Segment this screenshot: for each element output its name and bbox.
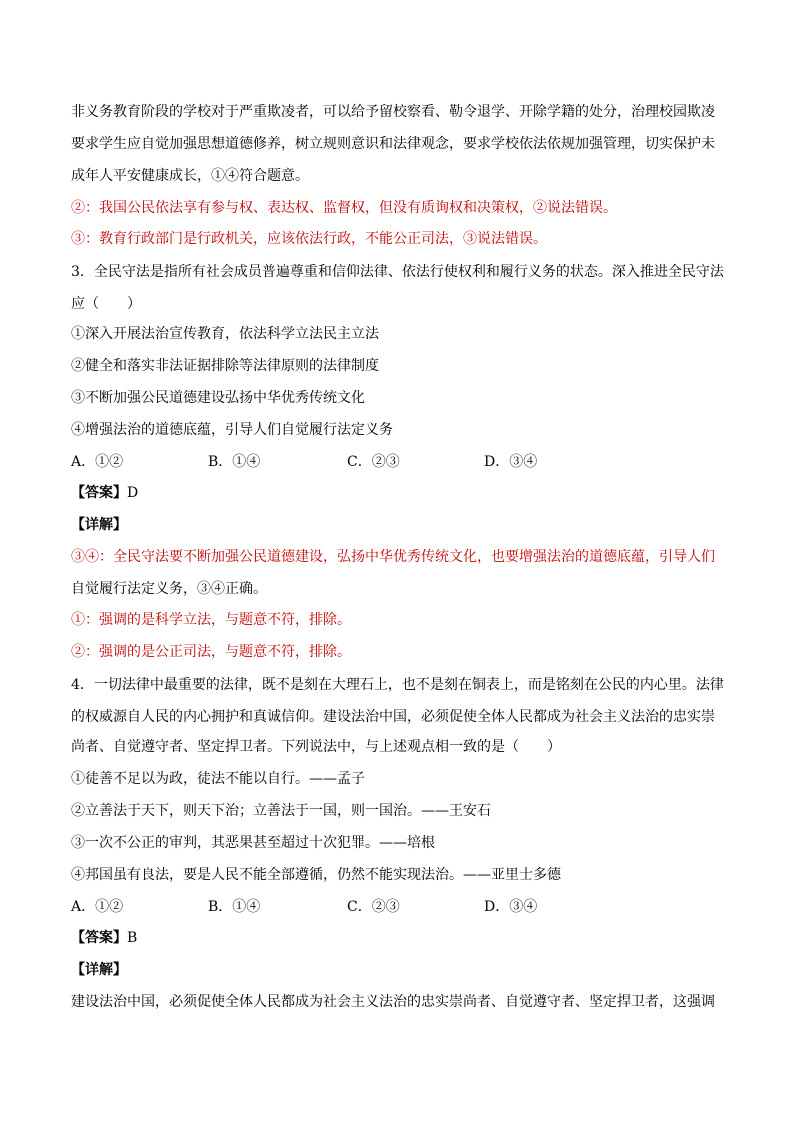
paragraph-line: 非义务教育阶段的学校对于严重欺凌者，可以给予留校察看、勒令退学、开除学籍的处分，治理校园欺凌 <box>71 104 715 120</box>
question-3-stem: 3．全民守法是指所有社会成员普遍尊重和信仰法律、依法行使权利和履行义务的状态。深入推进全民守法 <box>71 264 724 280</box>
question-4-option-b: B．①④ <box>208 899 261 915</box>
explanation-red-line: ③④：全民守法要不断加强公民道德建设，弘扬中华优秀传统文化，也要增强法治的道德底蕴，引导人们 <box>71 549 715 565</box>
question-4-item: ②立善法于天下，则天下治；立善法于一国，则一国治。——王安石 <box>71 803 491 819</box>
question-3-option-b: B．①④ <box>208 454 261 470</box>
question-4-answer <box>71 928 137 948</box>
paragraph-line: 成年人平安健康成长，①④符合题意。 <box>71 168 309 184</box>
explanation-red-line: ③：教育行政部门是行政机关，应该依法行政，不能公正司法，③说法错误。 <box>71 231 547 247</box>
explanation-red-line: ①：强调的是科学立法，与题意不符，排除。 <box>71 612 351 628</box>
paragraph-line: 建设法治中国，必须促使全体人民都成为社会主义法治的忠实崇尚者、自觉遵守者、坚定捍卫者，这强调 <box>71 994 715 1010</box>
paragraph-line: 要求学生应自觉加强思想道德修养，树立规则意识和法律观念，要求学校依法依规加强管理，切实保护未 <box>71 136 715 152</box>
question-3-option-d: D．③④ <box>484 454 538 470</box>
answer-tag: 【答案】 <box>71 930 127 946</box>
question-3-answer <box>71 483 138 503</box>
question-4-option-c: C．②③ <box>347 899 400 915</box>
question-4-stem: 4．一切法律中最重要的法律，既不是刻在大理石上，也不是刻在铜表上，而是铭刻在公民的内心里。法律 <box>71 677 724 693</box>
question-4-option-d: D．③④ <box>484 899 538 915</box>
question-3-option-c: C．②③ <box>347 454 400 470</box>
question-4-stem: 尚者、自觉遵守者、坚定捍卫者。下列说法中，与上述观点相一致的是（ ） <box>71 739 561 755</box>
question-3-detail-tag: 【详解】 <box>71 517 127 533</box>
question-3-option-a: A．①② <box>71 454 124 470</box>
question-4-detail-tag: 【详解】 <box>71 962 127 978</box>
explanation-red-line: ②：我国公民依法享有参与权、表达权、监督权，但没有质询权和决策权，②说法错误。 <box>71 200 617 216</box>
question-3-item: ④增强法治的道德底蕴，引导人们自觉履行法定义务 <box>71 422 393 438</box>
question-4-item: ④邦国虽有良法，要是人民不能全部遵循，仍然不能实现法治。——亚里士多德 <box>71 867 561 883</box>
question-3-item: ①深入开展法治宣传教育，依法科学立法民主立法 <box>71 326 379 342</box>
paragraph-line: 自觉履行法定义务，③④正确。 <box>71 581 267 597</box>
answer-tag: 【答案】 <box>71 485 127 501</box>
answer-value: B <box>127 930 138 946</box>
question-3-item: ③不断加强公民道德建设弘扬中华优秀传统文化 <box>71 390 365 406</box>
question-4-stem: 的权威源自人民的内心拥护和真诚信仰。建设法治中国，必须促使全体人民都成为社会主义法治的忠实崇 <box>71 709 715 725</box>
answer-value: D <box>127 485 139 501</box>
question-3-stem: 应（ ） <box>71 296 141 312</box>
question-4-option-a: A．①② <box>71 899 124 915</box>
question-3-item: ②健全和落实非法证据排除等法律原则的法律制度 <box>71 358 379 374</box>
question-4-item: ③一次不公正的审判，其恶果甚至超过十次犯罪。——培根 <box>71 835 435 851</box>
question-4-item: ①徒善不足以为政，徒法不能以自行。——孟子 <box>71 771 365 787</box>
explanation-red-line: ②：强调的是公正司法，与题意不符，排除。 <box>71 644 351 660</box>
